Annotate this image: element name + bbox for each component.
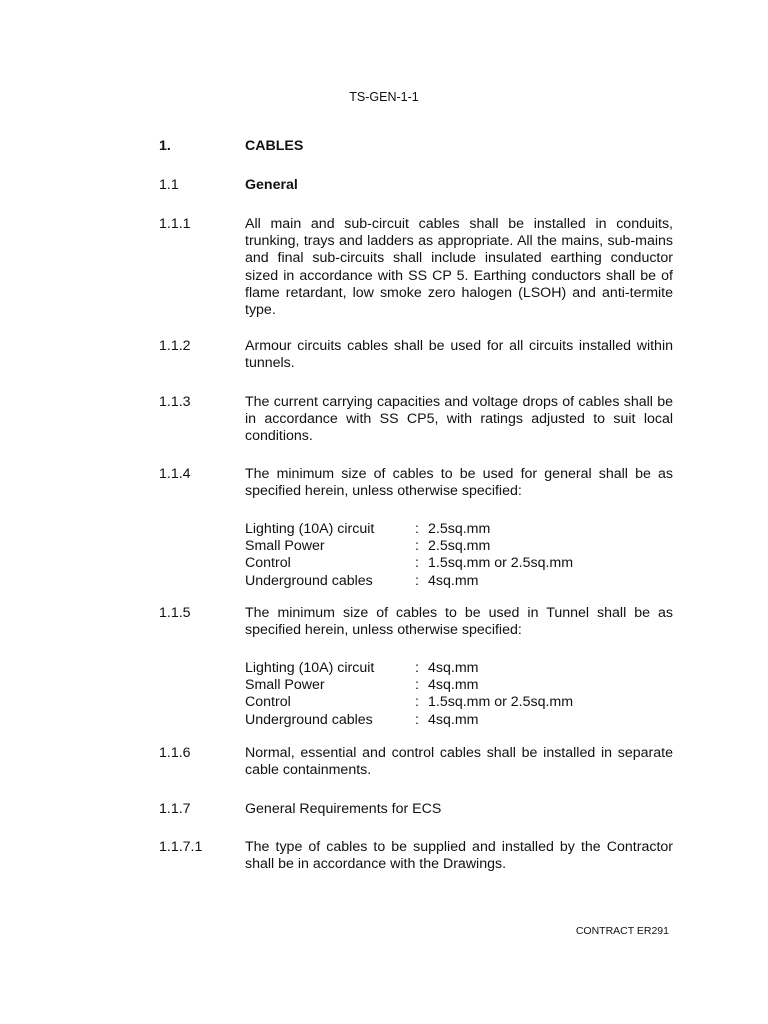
table-row <box>245 660 675 677</box>
separator: : <box>415 660 419 676</box>
cable-size: 4sq.mm <box>428 660 479 676</box>
cable-type: Small Power <box>245 677 325 694</box>
cable-type: Small Power <box>245 538 325 555</box>
cable-type: Underground cables <box>245 711 373 728</box>
clause-number: 1.1.4 <box>159 466 191 482</box>
general-cable-sizes-table <box>245 521 675 590</box>
clause-text: The minimum size of cables to be used for general shall be as specified herein, unless otherwise specified: <box>245 466 673 500</box>
clause-number: 1.1.6 <box>159 745 191 761</box>
cable-type: Lighting (10A) circuit <box>245 521 375 537</box>
clause-text: Armour circuits cables shall be used for all circuits installed within tunnels. <box>245 338 673 372</box>
separator: : <box>415 572 419 589</box>
clause-text: General Requirements for ECS <box>245 801 442 817</box>
clause-text: The type of cables to be supplied and installed by the Contractor shall be in accordance with the Drawings. <box>245 839 673 873</box>
separator: : <box>415 677 419 694</box>
clause-text: Normal, essential and control cables shall be installed in separate cable containments. <box>245 745 673 779</box>
cable-type: Underground cables <box>245 572 373 589</box>
separator: : <box>415 711 419 728</box>
clause-number: 1.1.7.1 <box>159 839 203 855</box>
clause-number: 1.1.7 <box>159 801 191 817</box>
section-heading: General <box>245 177 298 193</box>
tunnel-cable-sizes-table <box>245 660 675 729</box>
clause-number: 1.1.5 <box>159 605 191 621</box>
cable-size: 2.5sq.mm <box>428 521 491 537</box>
clause-number: 1.1.2 <box>159 338 191 354</box>
table-row <box>245 573 675 590</box>
cable-type: Lighting (10A) circuit <box>245 660 375 676</box>
clause-text: The minimum size of cables to be used in Tunnel shall be as specified herein, unless otherwise specified: <box>245 605 673 639</box>
cable-size: 4sq.mm <box>428 572 479 589</box>
section-number: 1.1 <box>159 177 179 193</box>
section-number: 1. <box>159 138 171 154</box>
clause-text: All main and sub-circuit cables shall be installed in conduits, trunking, trays and ladders as appropriate. All the mains, sub-mains and final sub-circuits shall include insulated earthing conductor sized in accordance with SS CP 5. Earthing conductors shall be of flame retardant, low smoke zero halogen (LSOH) and anti-termite type. <box>245 216 673 319</box>
separator: : <box>415 555 419 572</box>
cable-size: 2.5sq.mm <box>428 538 491 555</box>
table-row <box>245 712 675 729</box>
cable-size: 1.5sq.mm or 2.5sq.mm <box>428 555 574 572</box>
cable-size: 4sq.mm <box>428 677 479 694</box>
table-row <box>245 538 675 555</box>
cable-size: 1.5sq.mm or 2.5sq.mm <box>428 694 574 711</box>
clause-text: The current carrying capacities and voltage drops of cables shall be in accordance with SS CP5, with ratings adjusted to suit local conditions. <box>245 394 673 445</box>
clause-number: 1.1.1 <box>159 216 191 232</box>
table-row <box>245 694 675 711</box>
clause-number: 1.1.3 <box>159 394 191 410</box>
separator: : <box>415 538 419 555</box>
contract-number: CONTRACT ER291 <box>575 925 669 937</box>
table-row <box>245 555 675 572</box>
document-code: TS-GEN-1-1 <box>349 90 419 104</box>
table-row <box>245 521 675 538</box>
separator: : <box>415 521 419 537</box>
section-heading: CABLES <box>245 138 304 154</box>
table-row <box>245 677 675 694</box>
cable-size: 4sq.mm <box>428 711 479 728</box>
cable-type: Control <box>245 555 291 572</box>
separator: : <box>415 694 419 711</box>
cable-type: Control <box>245 694 291 711</box>
